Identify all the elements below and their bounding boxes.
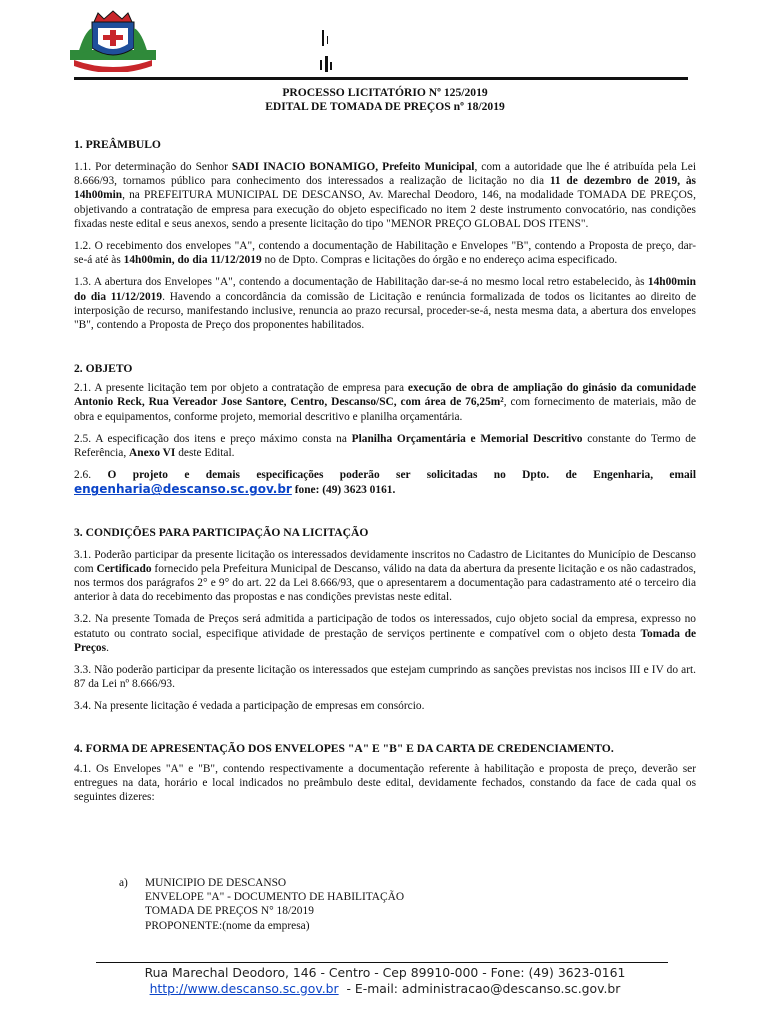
list-line: ENVELOPE "A" - DOCUMENTO DE HABILITAÇÃO <box>145 891 405 904</box>
paragraph-2-1: 2.1. A presente licitação tem por objeto a contratação de empresa para execução de obra de ampliação do ginásio da comunidade Antonio Reck, Rua Vereador Jose Santore, Centro, Descanso/SC, com área de 76,25m², com fornecimento de materiais, mão de obra e equipamentos, conforme projeto, memorial descritivo e planilha orçamentária. <box>74 382 696 423</box>
paragraph-3-1: 3.1. Poderão participar da presente licitação os interessados devidamente inscritos no Cadastro de Licitantes do Município de Descanso com Certificado fornecido pela Prefeitura Municipal de Descanso, válido na data da abertura da presente licitação e os não cadastrados, nos termos dos parágrafos 2° e 9° do art. 22 da Lei 8.666/93, que o apresentarem a documentação para cadastramento até o terceiro dia anterior à data do recebimento das propostas e nas condições previstas neste edital. <box>74 548 696 604</box>
section-3-heading: 3. CONDIÇÕES PARA PARTICIPAÇÃO NA LICITAÇÃO <box>74 525 369 539</box>
edital-title: EDITAL DE TOMADA DE PREÇOS nº 18/2019 <box>265 100 505 113</box>
paragraph-2-6: 2.6. O projeto e demais especificações poderão ser solicitadas no Dpto. de Engenharia, email engenharia@descanso.sc.gov.br fone: (49) 3623 0161. <box>74 469 697 497</box>
paragraph-1-3: 1.3. A abertura dos Envelopes "A", contendo a documentação de Habilitação dar-se-á no mesmo local retro estabelecido, às 14h00min do dia 11/12/2019. Havendo a concordância da comissão de Licitação e renúncia formalizada de todos os licitantes ao direito de interposição de recurso, manifestando inclusive, renuncia ao prazo recursal, proceder-se-á, nesta mesma data, a abertura dos envelopes "B", contendo a Proposta de Preço dos proponentes habilitados. <box>74 276 696 332</box>
engineering-email-link[interactable]: engenharia@descanso.sc.gov.br <box>74 482 292 497</box>
process-title: PROCESSO LICITATÓRIO Nº 125/2019 <box>282 86 488 99</box>
footer-rule <box>96 962 668 963</box>
footer-address: Rua Marechal Deodoro, 146 - Centro - Cep 89910-000 - Fone: (49) 3623-0161 <box>144 965 626 980</box>
paragraph-1-2: 1.2. O recebimento dos envelopes "A", contendo a documentação de Habilitação e Envelopes "B", contendo a Proposta de preço, dar-se-á até às 14h00min, do dia 11/12/2019 no de Dpto. Compras e licitações do órgão e no endereço acima especificado. <box>74 240 696 267</box>
municipal-crest-icon <box>70 10 156 72</box>
list-line: PROPONENTE:(nome da empresa) <box>145 919 310 932</box>
section-2-heading: 2. OBJETO <box>74 362 133 376</box>
paragraph-1-1: 1.1. Por determinação do Senhor SADI INACIO BONAMIGO, Prefeito Municipal, com a autoridade que lhe é atribuída pela Lei 8.666/93, tornamos público para conhecimento dos interessados a realização de licitação no dia 11 de dezembro de 2019, às 14h00min, na PREFEITURA MUNICIPAL DE DESCANSO, Av. Marechal Deodoro, 146, na modalidade TOMADA DE PREÇOS, objetivando a contratação de empresa para execução do objeto especificado no item 2 deste instrumento convocatório, nas condições fixadas neste edital e seus anexos, sendo a presente licitação do tipo "MENOR PREÇO GLOBAL DOS ITENS". <box>74 161 696 230</box>
website-link[interactable]: http://www.descanso.sc.gov.br <box>149 981 339 996</box>
paragraph-3-2: 3.2. Na presente Tomada de Preços será admitida a participação de todos os interessados, cujo objeto social da empresa, expresso no estatuto ou contrato social, especifique atividade de prestação de serviços pertinente e compatível com o objeto desta Tomada de Preços. <box>74 613 697 654</box>
paragraph-2-5: 2.5. A especificação dos itens e preço máximo consta na Planilha Orçamentária e Memorial Descritivo constante do Termo de Referência, Anexo VI deste Edital. <box>74 432 696 460</box>
section-1-heading: 1. PREÂMBULO <box>74 138 161 151</box>
envelope-a-list <box>119 876 404 933</box>
document-body <box>74 86 696 804</box>
decorative-marks-icon <box>316 28 346 76</box>
list-line: MUNICIPIO DE DESCANSO <box>145 877 287 889</box>
list-marker: a) <box>119 877 128 889</box>
paragraph-3-3: 3.3. Não poderão participar da presente licitação os interessados que estejam cumprindo as sanções previstas nos incisos III e IV do art. 87 da Lei nº 8.666/93. <box>74 664 696 691</box>
list-line: TOMADA DE PREÇOS N° 18/2019 <box>145 905 314 918</box>
section-4-heading: 4. FORMA DE APRESENTAÇÃO DOS ENVELOPES "A" E "B" E DA CARTA DE CREDENCIAMENTO. <box>74 741 614 755</box>
paragraph-3-4: 3.4. Na presente licitação é vedada a participação de empresas em consórcio. <box>74 700 425 713</box>
header-rule <box>74 77 688 80</box>
paragraph-4-1: 4.1. Os Envelopes "A" e "B", contendo respectivamente a documentação referente à habilitação e proposta de preço, deverão ser entregues na data, horário e local indicados no preâmbulo deste edital, devidamente fechados, constando da face de cada qual os seguintes dizeres: <box>74 762 696 804</box>
footer-contact <box>0 981 770 996</box>
footer-email: - E-mail: administracao@descanso.sc.gov.br <box>338 981 621 996</box>
